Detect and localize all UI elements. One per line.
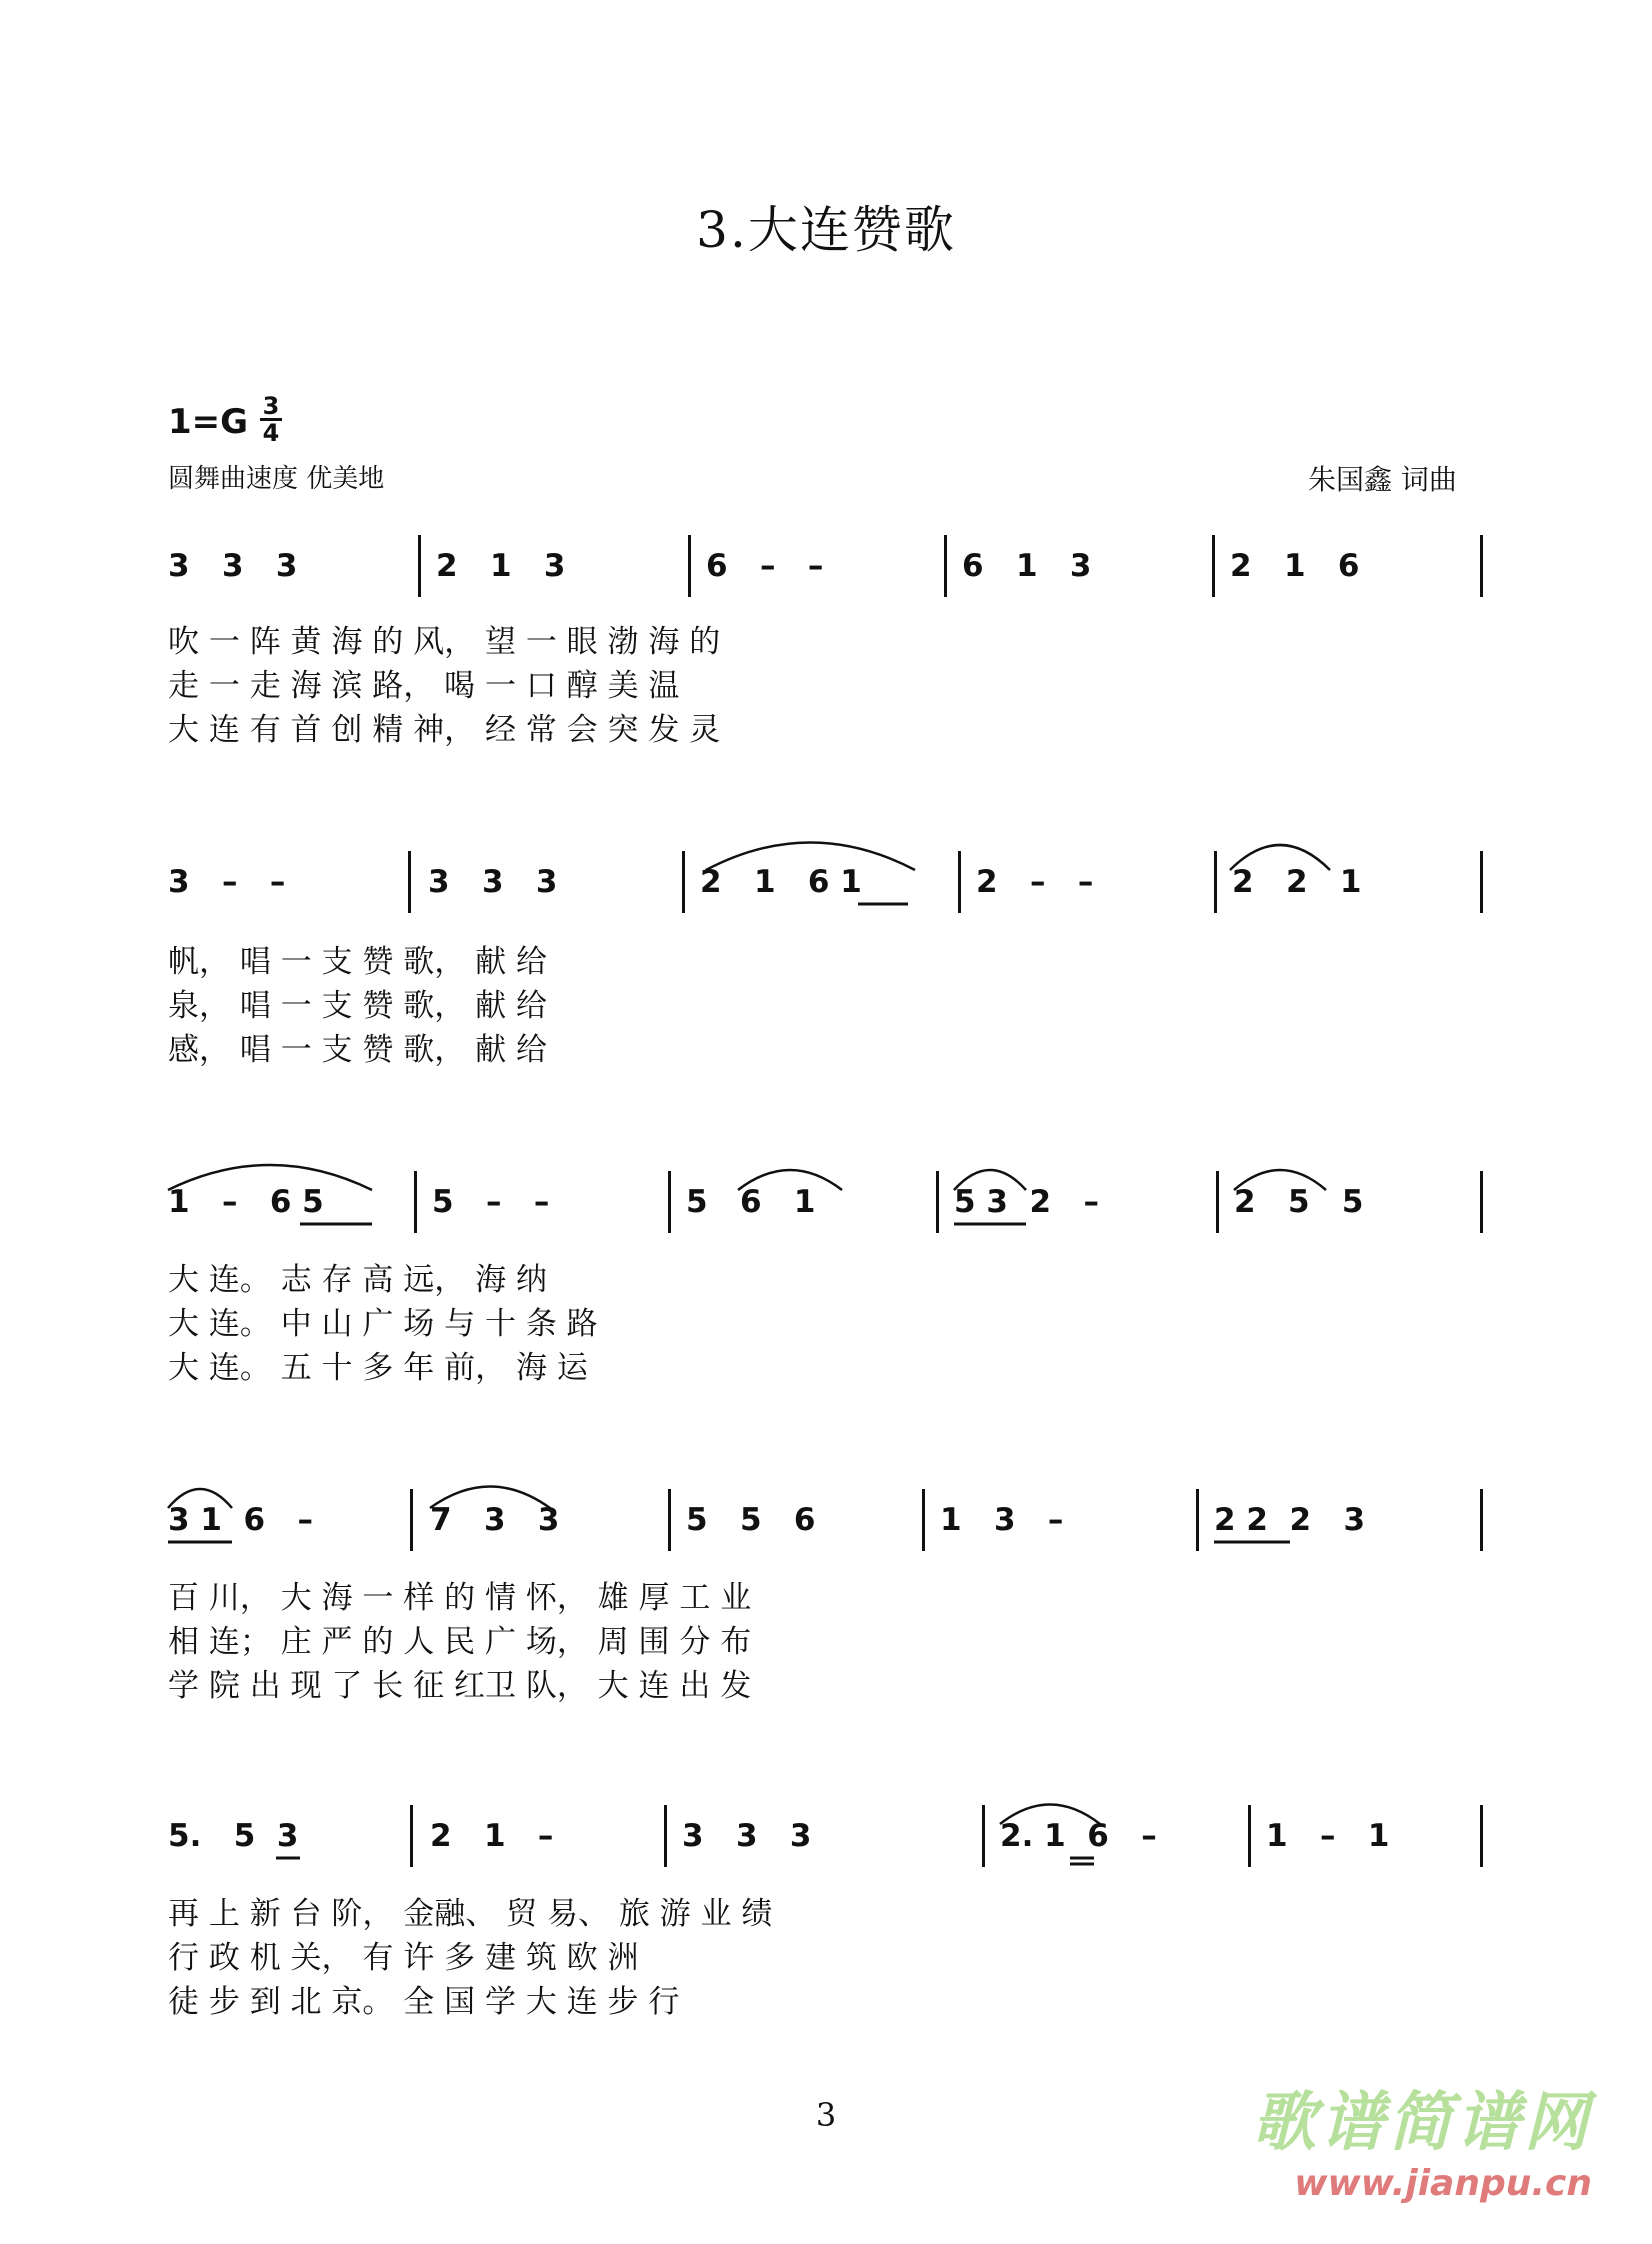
- lyric-line: 大 连。 五 十 多 年 前， 海 运: [168, 1350, 588, 1386]
- lyric-line: 行 政 机 关， 有 许 多 建 筑 欧 洲: [168, 1940, 639, 1976]
- lyric-line: 百 川， 大 海 一 样 的 情 怀， 雄 厚 工 业: [168, 1580, 752, 1616]
- lyric-line: 帆， 唱 一 支 赞 歌， 献 给: [168, 944, 547, 980]
- lyric-line: 泉， 唱 一 支 赞 歌， 献 给: [168, 988, 547, 1024]
- measure: 5 – –: [432, 1184, 550, 1220]
- slur: [1230, 845, 1330, 870]
- slur: [1000, 1805, 1100, 1825]
- measure: 3 3 3: [168, 548, 298, 584]
- measure: 5 3 2 –: [954, 1184, 1099, 1220]
- lyric-line: 徒 步 到 北 京。 全 国 学 大 连 步 行: [168, 1984, 680, 2020]
- measure: 1 3 –: [940, 1502, 1064, 1538]
- slur: [168, 1165, 372, 1190]
- lyric-line: 大 连。 中 山 广 场 与 十 条 路: [168, 1306, 598, 1342]
- measure: 2 5 5: [1234, 1184, 1364, 1220]
- measure: 2 1 3: [436, 548, 566, 584]
- measure: 5 5 6: [686, 1502, 816, 1538]
- measure: 3 1 6 –: [168, 1502, 313, 1538]
- measure: 5 6 1: [686, 1184, 816, 1220]
- measure: 7 3 3: [430, 1502, 560, 1538]
- time-signature-top: 3: [260, 394, 282, 421]
- measure: 2 1 6: [1230, 548, 1360, 584]
- measure: 2 2 1: [1232, 864, 1362, 900]
- measure: 2. 1 6 –: [1000, 1818, 1157, 1854]
- measure: 6 1 3: [962, 548, 1092, 584]
- measure: 6 – –: [706, 548, 824, 584]
- measure: 2 – –: [976, 864, 1094, 900]
- lyric-line: 吹 一 阵 黄 海 的 风， 望 一 眼 渤 海 的: [168, 624, 721, 660]
- slur: [1234, 1170, 1326, 1190]
- lyric-line: 感， 唱 一 支 赞 歌， 献 给: [168, 1032, 547, 1068]
- slur: [954, 1170, 1026, 1190]
- lyric-line: 大 连 有 首 创 精 神， 经 常 会 突 发 灵: [168, 712, 721, 748]
- lyric-line: 相 连； 庄 严 的 人 民 广 场， 周 围 分 布: [168, 1624, 752, 1660]
- lyric-line: 走 一 走 海 滨 路， 喝 一 口 醇 美 温: [168, 668, 680, 704]
- measure: 2 1 –: [430, 1818, 554, 1854]
- tempo-marking: 圆舞曲速度 优美地: [168, 464, 385, 494]
- measure: 5. 5 3: [168, 1818, 299, 1854]
- slur: [430, 1487, 550, 1509]
- site-watermark: [1252, 2071, 1592, 2204]
- measure: 2 2 2 3: [1214, 1502, 1366, 1538]
- slur: [168, 1489, 232, 1508]
- measure: 2 1 6 1: [700, 864, 862, 900]
- lyric-line: 大 连。 志 存 高 远， 海 纳: [168, 1262, 547, 1298]
- measure: 3 – –: [168, 864, 286, 900]
- song-title: 3.大连赞歌: [696, 201, 956, 259]
- composer-credit: 朱国鑫 词曲: [1308, 463, 1457, 496]
- watermark-logo-text: 歌谱简谱网: [1252, 2086, 1592, 2160]
- measure: 3 3 3: [682, 1818, 812, 1854]
- measure: 1 – 1: [1266, 1818, 1390, 1854]
- time-signature-bottom: 4: [262, 419, 280, 447]
- lyric-line: 再 上 新 台 阶， 金融、 贸 易、 旅 游 业 绩: [168, 1896, 773, 1932]
- lyric-line: 学 院 出 现 了 长 征 红卫 队， 大 连 出 发: [168, 1668, 752, 1704]
- slur: [738, 1170, 842, 1190]
- measure: 3 3 3: [428, 864, 558, 900]
- watermark-url: www.jianpu.cn: [1294, 2163, 1592, 2204]
- page-number: 3: [815, 2096, 837, 2134]
- measure: 1 – 6 5: [168, 1184, 324, 1220]
- slur: [706, 843, 915, 871]
- key-signature: 1=G: [168, 402, 249, 442]
